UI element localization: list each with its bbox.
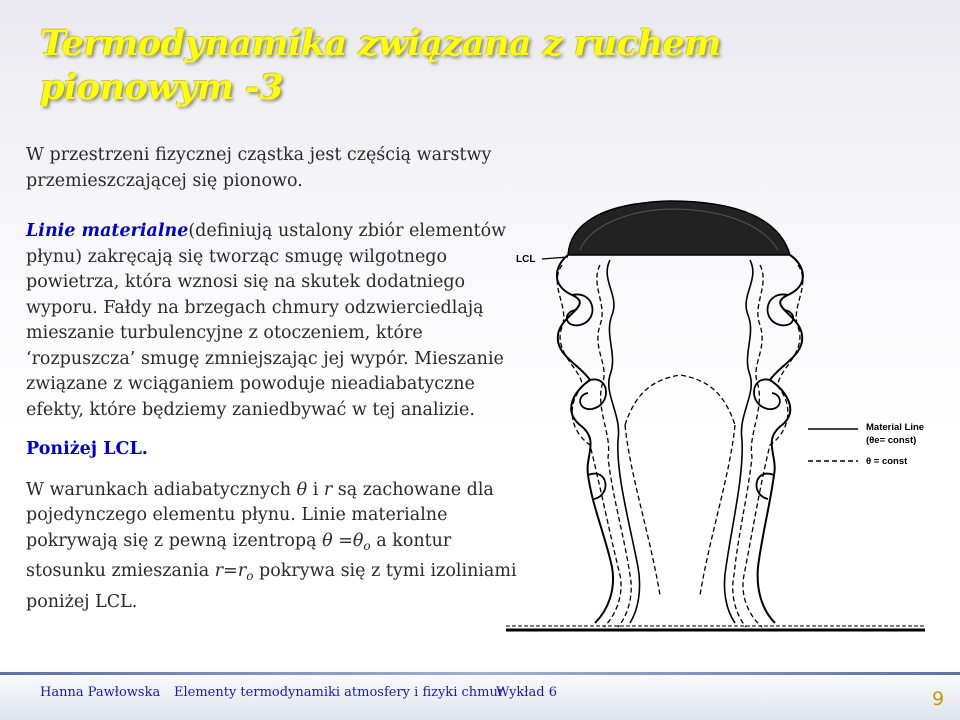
- text-fragment: W warunkach adiabatycznych: [26, 479, 297, 500]
- footer-course: Elementy termodynamiki atmosfery i fizyki chmur: [174, 685, 505, 700]
- curl-left-1: [567, 294, 593, 325]
- material-line-right: [758, 255, 803, 623]
- heading-below-lcl: Poniżej LCL.: [26, 439, 148, 459]
- term-material-lines: Linie materialne: [26, 221, 189, 241]
- legend-material-sub: (θe= const): [866, 435, 917, 446]
- symbol-theta: θ: [322, 530, 333, 551]
- symbol-theta: θ: [296, 479, 308, 500]
- text-fragment: i: [307, 479, 324, 500]
- footer-divider: [0, 672, 960, 675]
- footer-author: Hanna Pawłowska: [40, 685, 161, 700]
- paragraph-material-lines: [26, 219, 526, 423]
- legend-material-label: Material Line: [866, 422, 925, 433]
- text-fragment: pokrywa się z tymi izoliniami poniżej LCL.: [26, 561, 517, 612]
- paragraph-adiabatic: [26, 478, 526, 616]
- text-fragment: =: [332, 530, 353, 551]
- material-line-inner-right: [724, 260, 752, 623]
- material-line-left: [557, 255, 613, 623]
- text-fragment: są zachowane dla pojedynczego elementu płynu. Linie materialne pokrywają się z pewną izentropą: [26, 479, 494, 551]
- text-fragment: a kontur stosunku zmieszania: [26, 530, 452, 581]
- symbol-r: r: [323, 479, 333, 500]
- subscript-o: o: [246, 569, 254, 583]
- curl-right-1: [768, 294, 794, 325]
- text-fragment: =: [223, 561, 238, 581]
- paragraph-material-lines-text: (definiują ustalony zbiór elementów płynu) zakręcają się tworząc smugę wilgotnego powietrza, która wznosi się na skutek dodatniego wyporu. Fałdy na brzegach chmury odzwierciedlają mieszanie turbulencyjne z otoczeniem, które ‘rozpuszcza’ smugę zmniejszając jej wypór. Mieszanie związane z wciąganiem powoduje nieadiabatyczne efekty, które będziemy zaniedbywać w tej analizie.: [26, 221, 507, 420]
- slide-title: Termodynamika związana z ruchem pionowym -3: [40, 23, 721, 108]
- section-heading: [26, 437, 526, 463]
- isentrope-core-left: [625, 425, 660, 595]
- slide-body: [26, 143, 526, 615]
- isentrope-core-right: [700, 425, 735, 595]
- plume-diagram: [500, 195, 940, 640]
- subscript-o: o: [363, 538, 371, 553]
- symbol-r: r: [214, 561, 224, 581]
- symbol-r: r: [237, 561, 247, 581]
- isentrope-core: [625, 375, 735, 425]
- isentrope-left-inner: [597, 265, 631, 627]
- symbol-theta: θ: [352, 530, 364, 551]
- paragraph-intro: W przestrzeni fizycznej cząstka jest częścią warstwy przemieszczającej się pionowo.: [26, 145, 492, 191]
- lcl-label: LCL: [516, 254, 536, 265]
- page-number: 9: [932, 688, 945, 710]
- footer-lecture: Wykład 6: [496, 685, 557, 700]
- legend-theta-label: θ = const: [866, 456, 908, 467]
